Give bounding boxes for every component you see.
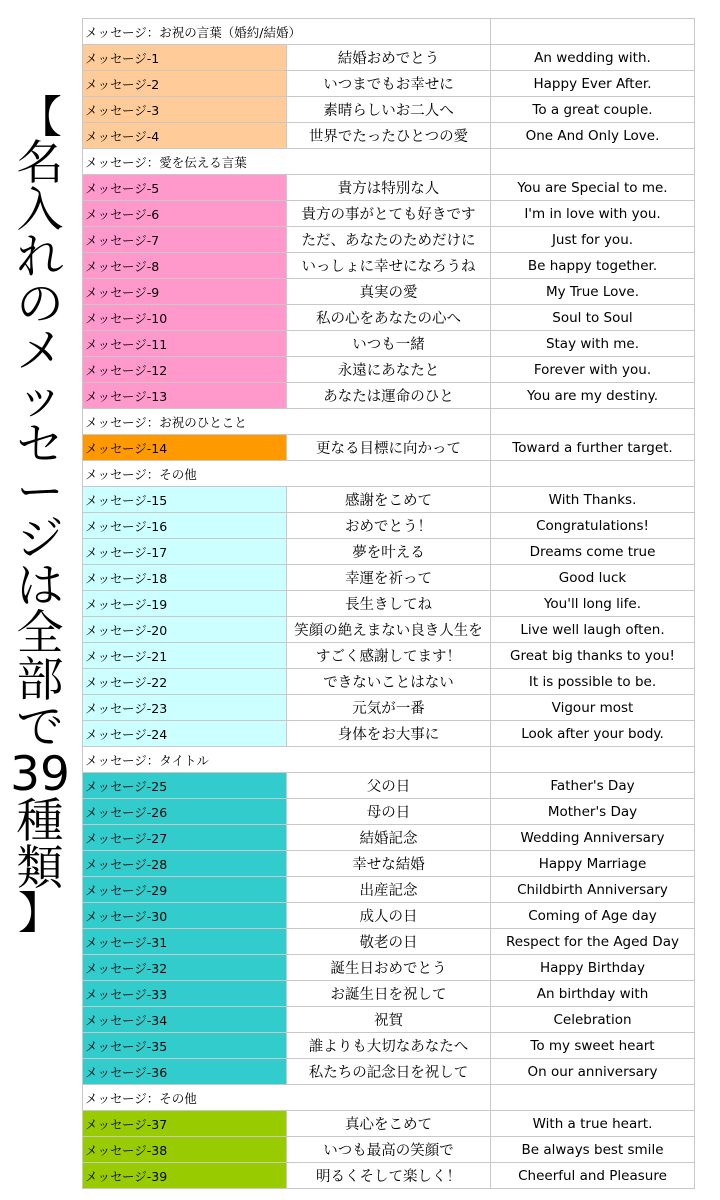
message-id-cell: メッセージ-5 xyxy=(83,175,287,201)
message-english-cell: With a true heart. xyxy=(491,1111,695,1137)
section-header-blank-cell xyxy=(491,747,695,773)
section-header-blank-cell xyxy=(491,149,695,175)
message-row xyxy=(83,253,695,279)
message-english-cell: An wedding with. xyxy=(491,45,695,71)
message-english-cell: You are my destiny. xyxy=(491,383,695,409)
message-japanese-cell: 笑顔の絶えまない良き人生を xyxy=(287,617,491,643)
vertical-page-title xyxy=(2,92,78,939)
message-id-cell: メッセージ-23 xyxy=(83,695,287,721)
message-japanese-cell: 素晴らしいお二人へ xyxy=(287,97,491,123)
message-id-cell: メッセージ-20 xyxy=(83,617,287,643)
message-japanese-cell: 世界でたったひとつの愛 xyxy=(287,123,491,149)
message-id-cell: メッセージ-39 xyxy=(83,1163,287,1189)
message-id-cell: メッセージ-14 xyxy=(83,435,287,461)
message-english-cell: You'll long life. xyxy=(491,591,695,617)
message-row xyxy=(83,487,695,513)
message-english-cell: Father's Day xyxy=(491,773,695,799)
message-id-cell: メッセージ-29 xyxy=(83,877,287,903)
message-id-cell: メッセージ-3 xyxy=(83,97,287,123)
message-id-cell: メッセージ-12 xyxy=(83,357,287,383)
section-title: メッセージ：愛を伝える言葉 xyxy=(83,149,491,175)
message-japanese-cell: お誕生日を祝して xyxy=(287,981,491,1007)
message-japanese-cell: 感謝をこめて xyxy=(287,487,491,513)
message-id-cell: メッセージ-18 xyxy=(83,565,287,591)
message-id-cell: メッセージ-17 xyxy=(83,539,287,565)
message-row xyxy=(83,71,695,97)
message-row xyxy=(83,1033,695,1059)
message-id-cell: メッセージ-13 xyxy=(83,383,287,409)
side-title-char: れ xyxy=(16,230,64,285)
message-japanese-cell: 夢を叶える xyxy=(287,539,491,565)
message-japanese-cell: 祝賀 xyxy=(287,1007,491,1033)
message-english-cell: Be always best smile xyxy=(491,1137,695,1163)
message-english-cell: Wedding Anniversary xyxy=(491,825,695,851)
side-title-char: 全 xyxy=(16,606,64,661)
message-english-cell: Forever with you. xyxy=(491,357,695,383)
message-id-cell: メッセージ-25 xyxy=(83,773,287,799)
message-english-cell: Congratulations! xyxy=(491,513,695,539)
section-header-blank-cell xyxy=(491,1085,695,1111)
message-english-cell: To a great couple. xyxy=(491,97,695,123)
message-japanese-cell: 母の日 xyxy=(287,799,491,825)
message-english-cell: Vigour most xyxy=(491,695,695,721)
message-english-cell: Live well laugh often. xyxy=(491,617,695,643)
section-title: メッセージ：タイトル xyxy=(83,747,491,773)
message-japanese-cell: 幸せな結婚 xyxy=(287,851,491,877)
message-row xyxy=(83,97,695,123)
message-japanese-cell: いつも一緒 xyxy=(287,331,491,357)
section-header-row xyxy=(83,409,695,435)
message-row xyxy=(83,1059,695,1085)
message-row xyxy=(83,591,695,617)
message-id-cell: メッセージ-35 xyxy=(83,1033,287,1059)
message-japanese-cell: いつまでもお幸せに xyxy=(287,71,491,97)
message-english-cell: Happy Birthday xyxy=(491,955,695,981)
message-row xyxy=(83,695,695,721)
message-japanese-cell: 父の日 xyxy=(287,773,491,799)
message-japanese-cell: 敬老の日 xyxy=(287,929,491,955)
message-english-cell: Childbirth Anniversary xyxy=(491,877,695,903)
message-id-cell: メッセージ-19 xyxy=(83,591,287,617)
message-row xyxy=(83,955,695,981)
message-english-cell: Good luck xyxy=(491,565,695,591)
message-id-cell: メッセージ-6 xyxy=(83,201,287,227)
message-japanese-cell: 身体をお大事に xyxy=(287,721,491,747)
message-english-cell: Respect for the Aged Day xyxy=(491,929,695,955)
message-japanese-cell: 真心をこめて xyxy=(287,1111,491,1137)
message-id-cell: メッセージ-34 xyxy=(83,1007,287,1033)
message-row xyxy=(83,539,695,565)
message-japanese-cell: 永遠にあなたと xyxy=(287,357,491,383)
message-id-cell: メッセージ-22 xyxy=(83,669,287,695)
message-english-cell: It is possible to be. xyxy=(491,669,695,695)
message-japanese-cell: 元気が一番 xyxy=(287,695,491,721)
message-japanese-cell: 幸運を祈って xyxy=(287,565,491,591)
message-id-cell: メッセージ-26 xyxy=(83,799,287,825)
side-title-char: は xyxy=(16,559,64,614)
section-header-row xyxy=(83,1085,695,1111)
message-id-cell: メッセージ-15 xyxy=(83,487,287,513)
side-title-char: の xyxy=(16,277,64,332)
side-title-char: ー xyxy=(16,465,64,520)
section-header-blank-cell xyxy=(491,461,695,487)
side-title-char: セ xyxy=(16,418,64,473)
message-english-cell: Coming of Age day xyxy=(491,903,695,929)
message-english-cell: One And Only Love. xyxy=(491,123,695,149)
message-row xyxy=(83,1163,695,1189)
message-english-cell: Dreams come true xyxy=(491,539,695,565)
message-row xyxy=(83,903,695,929)
message-row xyxy=(83,331,695,357)
message-english-cell: An birthday with xyxy=(491,981,695,1007)
message-row xyxy=(83,929,695,955)
message-id-cell: メッセージ-36 xyxy=(83,1059,287,1085)
message-row xyxy=(83,383,695,409)
message-id-cell: メッセージ-2 xyxy=(83,71,287,97)
message-japanese-cell: 結婚おめでとう xyxy=(287,45,491,71)
message-english-cell: On our anniversary xyxy=(491,1059,695,1085)
side-title-char: 部 xyxy=(16,653,64,708)
message-english-cell: I'm in love with you. xyxy=(491,201,695,227)
message-japanese-cell: 誕生日おめでとう xyxy=(287,955,491,981)
message-row xyxy=(83,227,695,253)
side-title-char: 】 xyxy=(18,888,62,939)
message-id-cell: メッセージ-21 xyxy=(83,643,287,669)
message-id-cell: メッセージ-9 xyxy=(83,279,287,305)
message-row xyxy=(83,201,695,227)
message-japanese-cell: 長生きしてね xyxy=(287,591,491,617)
section-title: メッセージ：その他 xyxy=(83,461,491,487)
message-japanese-cell: 成人の日 xyxy=(287,903,491,929)
message-english-cell: Toward a further target. xyxy=(491,435,695,461)
message-japanese-cell: いっしょに幸せになろうね xyxy=(287,253,491,279)
message-row xyxy=(83,643,695,669)
message-id-cell: メッセージ-28 xyxy=(83,851,287,877)
message-japanese-cell: すごく感謝してます！ xyxy=(287,643,491,669)
message-id-cell: メッセージ-11 xyxy=(83,331,287,357)
message-row xyxy=(83,825,695,851)
message-row xyxy=(83,513,695,539)
section-header-row xyxy=(83,149,695,175)
message-id-cell: メッセージ-32 xyxy=(83,955,287,981)
side-title-char: 【 xyxy=(18,92,62,143)
section-title: メッセージ：お祝のひとこと xyxy=(83,409,491,435)
message-id-cell: メッセージ-27 xyxy=(83,825,287,851)
message-japanese-cell: 明るくそして楽しく！ xyxy=(287,1163,491,1189)
side-title-char: 類 xyxy=(16,841,64,896)
message-english-cell: To my sweet heart xyxy=(491,1033,695,1059)
message-row xyxy=(83,851,695,877)
message-japanese-cell: 私たちの記念日を祝して xyxy=(287,1059,491,1085)
message-row xyxy=(83,435,695,461)
message-id-cell: メッセージ-37 xyxy=(83,1111,287,1137)
message-row xyxy=(83,123,695,149)
message-id-cell: メッセージ-4 xyxy=(83,123,287,149)
message-english-cell: Great big thanks to you! xyxy=(491,643,695,669)
section-header-blank-cell xyxy=(491,409,695,435)
message-japanese-cell: おめでとう！ xyxy=(287,513,491,539)
section-header-row xyxy=(83,19,695,45)
message-row xyxy=(83,799,695,825)
message-row xyxy=(83,669,695,695)
message-japanese-cell: 出産記念 xyxy=(287,877,491,903)
message-english-cell: My True Love. xyxy=(491,279,695,305)
message-row xyxy=(83,877,695,903)
side-title-char: で xyxy=(16,700,64,755)
side-title-char: メ xyxy=(16,324,64,379)
message-japanese-cell: ただ、あなたのためだけに xyxy=(287,227,491,253)
message-english-cell: Look after your body. xyxy=(491,721,695,747)
section-header-row xyxy=(83,461,695,487)
message-english-cell: Be happy together. xyxy=(491,253,695,279)
message-row xyxy=(83,565,695,591)
section-title: メッセージ：お祝の言葉（婚約/結婚） xyxy=(83,19,491,45)
message-english-cell: Happy Marriage xyxy=(491,851,695,877)
message-id-cell: メッセージ-8 xyxy=(83,253,287,279)
message-english-cell: Celebration xyxy=(491,1007,695,1033)
message-english-cell: With Thanks. xyxy=(491,487,695,513)
message-id-cell: メッセージ-30 xyxy=(83,903,287,929)
message-id-cell: メッセージ-1 xyxy=(83,45,287,71)
message-row xyxy=(83,1111,695,1137)
message-english-cell: Just for you. xyxy=(491,227,695,253)
message-id-cell: メッセージ-38 xyxy=(83,1137,287,1163)
side-title-char: ッ xyxy=(16,371,64,426)
section-title: メッセージ：その他 xyxy=(83,1085,491,1111)
message-row xyxy=(83,357,695,383)
message-id-cell: メッセージ-10 xyxy=(83,305,287,331)
section-header-blank-cell xyxy=(491,19,695,45)
side-title-char: 種 xyxy=(16,794,64,849)
message-japanese-cell: 貴方は特別な人 xyxy=(287,175,491,201)
message-english-cell: You are Special to me. xyxy=(491,175,695,201)
message-table xyxy=(82,18,695,1189)
message-japanese-cell: 更なる目標に向かって xyxy=(287,435,491,461)
message-row xyxy=(83,1137,695,1163)
side-title-char: 39 xyxy=(10,747,70,802)
message-english-cell: Stay with me. xyxy=(491,331,695,357)
message-japanese-cell: できないことはない xyxy=(287,669,491,695)
message-id-cell: メッセージ-24 xyxy=(83,721,287,747)
message-english-cell: Soul to Soul xyxy=(491,305,695,331)
message-row xyxy=(83,1007,695,1033)
message-japanese-cell: 私の心をあなたの心へ xyxy=(287,305,491,331)
message-japanese-cell: 真実の愛 xyxy=(287,279,491,305)
side-title-char: 名 xyxy=(16,136,64,191)
section-header-row xyxy=(83,747,695,773)
message-english-cell: Cheerful and Pleasure xyxy=(491,1163,695,1189)
side-title-char: 入 xyxy=(16,183,64,238)
message-id-cell: メッセージ-33 xyxy=(83,981,287,1007)
message-id-cell: メッセージ-7 xyxy=(83,227,287,253)
message-row xyxy=(83,617,695,643)
message-japanese-cell: 貴方の事がとても好きです xyxy=(287,201,491,227)
message-row xyxy=(83,45,695,71)
message-row xyxy=(83,773,695,799)
message-row xyxy=(83,305,695,331)
message-id-cell: メッセージ-31 xyxy=(83,929,287,955)
message-row xyxy=(83,175,695,201)
message-japanese-cell: あなたは運命のひと xyxy=(287,383,491,409)
message-japanese-cell: いつも最高の笑顔で xyxy=(287,1137,491,1163)
message-row xyxy=(83,721,695,747)
message-english-cell: Happy Ever After. xyxy=(491,71,695,97)
message-row xyxy=(83,981,695,1007)
message-japanese-cell: 誰よりも大切なあなたへ xyxy=(287,1033,491,1059)
message-english-cell: Mother's Day xyxy=(491,799,695,825)
message-japanese-cell: 結婚記念 xyxy=(287,825,491,851)
message-row xyxy=(83,279,695,305)
message-id-cell: メッセージ-16 xyxy=(83,513,287,539)
side-title-char: ジ xyxy=(16,512,64,567)
